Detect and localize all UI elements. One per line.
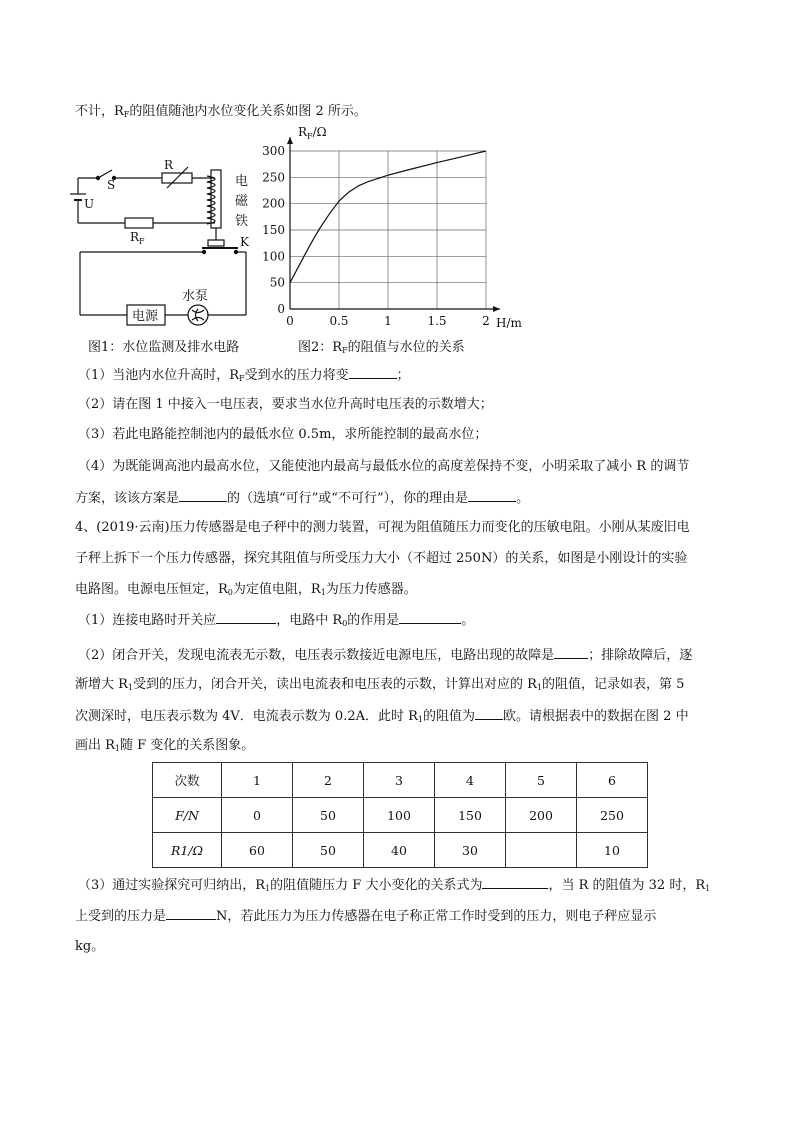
- table-cell: 150: [435, 798, 506, 833]
- data-table: [152, 762, 648, 868]
- table-cell: 2: [293, 763, 364, 798]
- y-tick-label: 100: [262, 249, 285, 264]
- question-3: （3）若此电路能控制池内的最低水位 0.5m，求所能控制的最高水位；: [78, 427, 488, 442]
- problem4-sub1: （1）连接电路时开关应 ，电路中 $R_0$的作用是 。: [78, 613, 475, 628]
- x-tick-label: 0.5: [329, 314, 349, 328]
- answer-blank-fault[interactable]: [554, 646, 588, 659]
- circuit-diagram: [70, 158, 270, 328]
- question-2: （2）请在图 1 中接入一电压表，要求当水位升高时电压表的示数增大；: [78, 397, 493, 412]
- intro-line: 不计，$R_F$的阻值随池内水位变化关系如图 2 所示。: [75, 104, 367, 119]
- table-cell: 3: [364, 763, 435, 798]
- answer-blank-r1-value[interactable]: [475, 707, 503, 720]
- rf-water-level-chart: [262, 120, 522, 335]
- y-tick-label: 300: [262, 144, 285, 158]
- x-axis-arrow: [493, 306, 500, 312]
- table-cell: 4: [435, 763, 506, 798]
- question-4b: 方案，该该方案是 的（选填“可行”或“不可行”），你的理由是 。: [75, 491, 530, 506]
- table-cell: 250: [577, 798, 648, 833]
- question-1: （1）当池内水位升高时，$R_F$受到水的压力将变 ；: [78, 368, 410, 383]
- rf-label: $R_F$: [130, 230, 145, 246]
- question-4a: （4）为既能调高池内最高水位，又能使池内最高与最低水位的高度差保持不变，小明采取了减小 R 的调节: [78, 459, 690, 474]
- problem4-sub2-line2: 渐增大 $R_1$受到的压力，闭合开关，读出电流表和电压表的示数，计算出对应的 $R_1$的阻值，记录如表，第 5: [75, 677, 685, 692]
- table-cell: 60: [222, 833, 293, 868]
- answer-blank-force[interactable]: [166, 907, 216, 920]
- rheostat-label: R: [164, 158, 174, 172]
- table-cell[interactable]: [506, 833, 577, 868]
- table-row-count: [153, 763, 648, 798]
- table-cell: 50: [293, 833, 364, 868]
- switch-label: S: [107, 178, 116, 192]
- x-tick-label: 1: [384, 314, 392, 328]
- x-tick-label: 0: [286, 314, 294, 328]
- table-row-force: [153, 798, 648, 833]
- y-tick-label: 250: [262, 170, 285, 185]
- table-cell: 50: [293, 798, 364, 833]
- problem4-sub2-line4: 画出 $R_1$随 F 变化的关系图象。: [75, 738, 255, 753]
- answer-blank-switch-state[interactable]: [216, 611, 276, 624]
- table-cell: 6: [577, 763, 648, 798]
- chart-ylabel: $R_F/\Omega$: [298, 125, 327, 141]
- source-u-label: U: [84, 197, 95, 211]
- y-tick-label: 0: [277, 302, 285, 316]
- problem4-line3: 电路图。电源电压恒定，$R_0$为定值电阻，$R_1$为压力传感器。: [75, 582, 417, 597]
- x-tick-label: 2: [482, 314, 490, 328]
- answer-blank-q4-reason[interactable]: [468, 489, 516, 502]
- figure2-caption: 图2：$R_F$的阻值与水位的关系: [298, 340, 465, 355]
- power-label: 电源: [132, 309, 159, 324]
- y-tick-label: 150: [262, 223, 285, 237]
- answer-blank-q4-feasible[interactable]: [179, 489, 227, 502]
- table-cell: 0: [222, 798, 293, 833]
- y-tick-label: 50: [269, 275, 285, 290]
- table-cell: 100: [364, 798, 435, 833]
- x-tick-label: 1.5: [427, 314, 447, 328]
- problem4-sub2-line1: （2）闭合开关，发现电流表无示数，电压表示数接近电源电压，电路出现的故障是 ；排除故障后，逐: [78, 648, 693, 663]
- answer-blank-relation[interactable]: [482, 876, 548, 889]
- electromagnet-label-3: 铁: [235, 214, 249, 229]
- pump-label: 水泵: [182, 289, 209, 304]
- problem4-sub3-line1: （3）通过实验探究可归纳出，$R_1$的阻值随压力 F 大小变化的关系式为 ，当 R 的阻值为 32 时，$R_1$: [78, 878, 711, 893]
- table-header-count: 次数: [153, 763, 222, 798]
- y-tick-label: 200: [262, 196, 285, 211]
- table-cell: 5: [506, 763, 577, 798]
- y-axis-arrow: [287, 137, 293, 144]
- problem4-sub3-line3: kg。: [75, 939, 105, 954]
- problem4-line2: 子秤上拆下一个压力传感器，探究其阻值与所受压力大小（不超过 250N）的关系，如图是小刚设计的实验: [75, 551, 688, 566]
- contact-k-label: K: [240, 235, 249, 249]
- chart-xlabel: H/m: [496, 316, 522, 330]
- answer-blank-q1[interactable]: [349, 366, 397, 379]
- table-cell: 200: [506, 798, 577, 833]
- electromagnet-label-2: 磁: [235, 194, 249, 209]
- table-cell: 40: [364, 833, 435, 868]
- table-cell: 30: [435, 833, 506, 868]
- table-cell: 1: [222, 763, 293, 798]
- table-header-force: F/N: [153, 798, 222, 833]
- figure1-caption: 图1：水位监测及排水电路: [88, 340, 240, 355]
- electromagnet-label-1: 电: [235, 174, 249, 189]
- table-header-resistance: R1/Ω: [153, 833, 222, 868]
- table-row-resistance: [153, 833, 648, 868]
- problem4-line1: 4、(2019·云南)压力传感器是电子秤中的测力装置，可视为阻值随压力而变化的压敏电阻。小刚从某废旧电: [75, 520, 690, 535]
- table-cell: 10: [577, 833, 648, 868]
- problem4-sub2-line3: 次测深时，电压表示数为 4V．电流表示数为 0.2A．此时 $R_1$的阻值为 欧。请根据表中的数据在图 2 中: [75, 709, 689, 724]
- answer-blank-r0-role[interactable]: [399, 611, 461, 624]
- problem4-sub3-line2: 上受到的压力是 N，若此压力为压力传感器在电子称正常工作时受到的压力，则电子秤应显示: [75, 909, 657, 924]
